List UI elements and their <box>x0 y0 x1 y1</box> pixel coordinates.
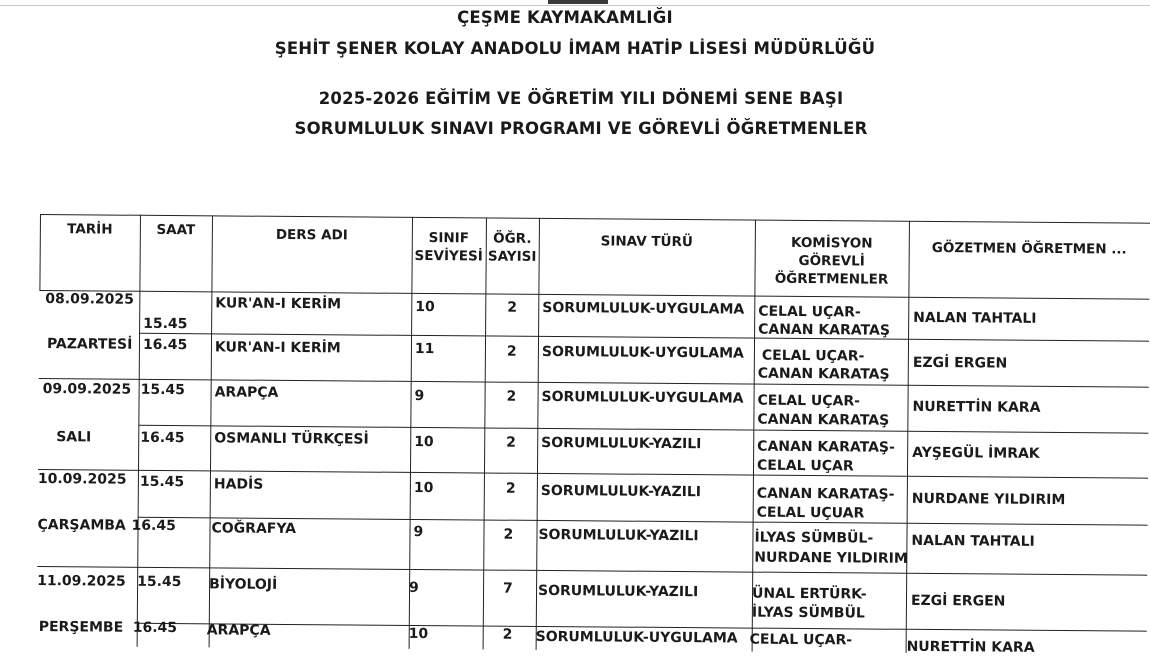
cell-ders: BİYOLOJİ <box>209 576 278 593</box>
cell-tur: SORUMLULUK-UYGULAMA <box>542 299 745 318</box>
cell-saat: 15.45 <box>140 381 185 399</box>
cell-sinif: 10 <box>408 625 429 643</box>
cell-tur: SORUMLULUK-UYGULAMA <box>541 388 744 407</box>
col-header-komisyon-line2: GÖREVLİ <box>798 253 865 270</box>
page-top-border <box>0 5 1150 6</box>
cell-sayi: 2 <box>503 526 514 543</box>
header-line-4: SORUMLULUK SINAVI PROGRAMI VE GÖREVLİ ÖĞRETMENLER <box>294 119 868 138</box>
cell-tur: SORUMLULUK-YAZILI <box>537 582 699 601</box>
cell-sayi: 2 <box>507 299 518 316</box>
cell-tarih: PAZARTESİ <box>46 336 133 353</box>
cell-sinif: 10 <box>415 298 435 316</box>
row-line <box>38 469 1148 479</box>
cell-gozetmen: NURETTİN KARA <box>906 638 1035 656</box>
cell-komisyon-1: CANAN KARATAŞ- <box>757 438 895 456</box>
cell-komisyon-2: CANAN KARATAŞ <box>757 411 890 429</box>
cell-komisyon-2: CELAL UÇAR <box>756 457 854 475</box>
cell-tarih: PERŞEMBE <box>38 619 124 636</box>
cell-ders: COĞRAFYA <box>211 520 297 538</box>
cell-sayi: 2 <box>506 388 517 405</box>
cell-komisyon-1: CELAL UÇAR- <box>757 392 861 410</box>
cell-saat: 16.45 <box>140 429 185 447</box>
cell-saat: 16.45 <box>142 336 188 354</box>
cell-ders: KUR'AN-I KERİM <box>215 295 342 313</box>
header-line-2: ŞEHİT ŞENER KOLAY ANADOLU İMAM HATİP LİSESİ MÜDÜRLÜĞÜ <box>274 39 876 58</box>
col-header-komisyon-line1: KOMİSYON <box>790 234 873 252</box>
header-bottom-line <box>39 290 1149 300</box>
cell-komisyon-2: İLYAS SÜMBÜL <box>751 604 865 622</box>
cell-tarih: 09.09.2025 <box>42 381 132 398</box>
col-header-ogr-line2: SAYISI <box>487 248 537 266</box>
col-header-ders: DERS ADI <box>275 226 348 244</box>
cell-sayi: 2 <box>505 480 516 497</box>
cell-tur: SORUMLULUK-UYGULAMA <box>541 343 744 362</box>
cell-sinif: 9 <box>413 523 424 541</box>
cell-saat: 15.45 <box>137 573 182 591</box>
cell-saat: 16.45 <box>131 517 176 535</box>
cell-ders: HADİS <box>213 476 264 493</box>
cell-sinif: 11 <box>414 340 435 358</box>
cell-gozetmen: NALAN TAHTALI <box>911 532 1035 550</box>
cell-gozetmen: NURETTİN KARA <box>912 398 1041 416</box>
col-header-gozetmen: GÖZETMEN ÖĞRETMEN ... <box>931 240 1127 258</box>
col-header-sinif <box>412 229 486 266</box>
cell-tur: SORUMLULUK-UYGULAMA <box>535 628 738 647</box>
cell-sayi: 7 <box>503 580 513 597</box>
row-line <box>39 378 1149 388</box>
cell-ders: ARAPÇA <box>214 384 279 401</box>
cell-sayi: 2 <box>506 434 517 451</box>
cell-ders: ARAPÇA <box>206 622 271 639</box>
cell-tarih: SALI <box>56 429 92 446</box>
cell-ders: KUR'AN-I KERİM <box>214 339 341 357</box>
cell-tarih: 11.09.2025 <box>37 572 126 590</box>
cell-komisyon-1: CANAN KARATAŞ- <box>756 485 895 503</box>
header-line-1: ÇEŞME KAYMAKAMLIĞI <box>457 8 673 27</box>
cell-gozetmen: AYŞEGÜL İMRAK <box>912 444 1040 462</box>
col-header-sinif-line1: SINIF <box>428 230 470 247</box>
cell-tur: SORUMLULUK-YAZILI <box>538 526 699 545</box>
cell-komisyon-2: CANAN KARATAŞ <box>758 321 891 339</box>
cell-tur: SORUMLULUK-YAZILI <box>540 482 702 501</box>
col-line-sinif <box>483 218 488 650</box>
cell-gozetmen: EZGİ ERGEN <box>912 354 1008 372</box>
cell-saat: 16.45 <box>132 619 178 637</box>
cell-ders: OSMANLI TÜRKÇESİ <box>214 430 369 448</box>
cell-sinif: 10 <box>414 433 434 451</box>
cell-komisyon-2: CANAN KARATAŞ <box>757 365 890 383</box>
cell-komisyon-1: ÜNAL ERTÜRK- <box>751 585 867 603</box>
col-header-saat: SAAT <box>156 221 196 239</box>
cell-komisyon-1: İLYAS SÜMBÜL- <box>754 529 874 547</box>
cell-sinif: 10 <box>413 479 434 497</box>
cell-komisyon-2: CELAL UÇUAR <box>756 504 865 522</box>
cell-sinif: 9 <box>414 387 425 405</box>
cell-sayi: 2 <box>506 343 517 360</box>
cell-gozetmen: EZGİ ERGEN <box>910 592 1006 610</box>
col-header-sinif-line2: SEVİYESİ <box>414 248 483 265</box>
cell-saat: 15.45 <box>139 473 185 491</box>
cell-tur: SORUMLULUK-YAZILI <box>541 434 702 453</box>
row-line <box>37 566 1147 576</box>
header-line-3: 2025-2026 EĞİTİM VE ÖĞRETİM YILI DÖNEMİ SENE BAŞI <box>318 89 844 108</box>
col-header-tur: SINAV TÜRÜ <box>600 233 693 251</box>
col-header-ogr <box>486 230 539 267</box>
cell-gozetmen: NURDANE YILDIRIM <box>911 490 1066 509</box>
cell-tarih: 08.09.2025 <box>45 291 134 308</box>
col-header-komisyon-line3: ÖĞRETMENLER <box>774 271 889 289</box>
cell-komisyon-1: CELAL UÇAR- <box>761 347 865 365</box>
cell-tarih: 10.09.2025 <box>37 470 127 488</box>
cell-saat: 15.45 <box>143 315 188 333</box>
col-header-tarih: TARİH <box>67 221 113 238</box>
cell-sinif: 9 <box>409 579 419 596</box>
col-header-komisyon <box>754 234 908 290</box>
exam-schedule-table <box>37 214 1150 655</box>
col-header-ogr-line1: ÖĞR. <box>493 230 532 247</box>
cell-komisyon-1: CELAL UÇAR- <box>749 631 853 649</box>
cell-tarih: ÇARŞAMBA <box>37 516 126 534</box>
cell-gozetmen: NALAN TAHTALI <box>913 309 1037 327</box>
page-top-mark <box>548 0 608 4</box>
cell-komisyon-2: NURDANE YILDIRIM <box>754 549 908 567</box>
cell-sayi: 2 <box>502 626 513 643</box>
cell-komisyon-1: CELAL UÇAR- <box>758 303 861 321</box>
